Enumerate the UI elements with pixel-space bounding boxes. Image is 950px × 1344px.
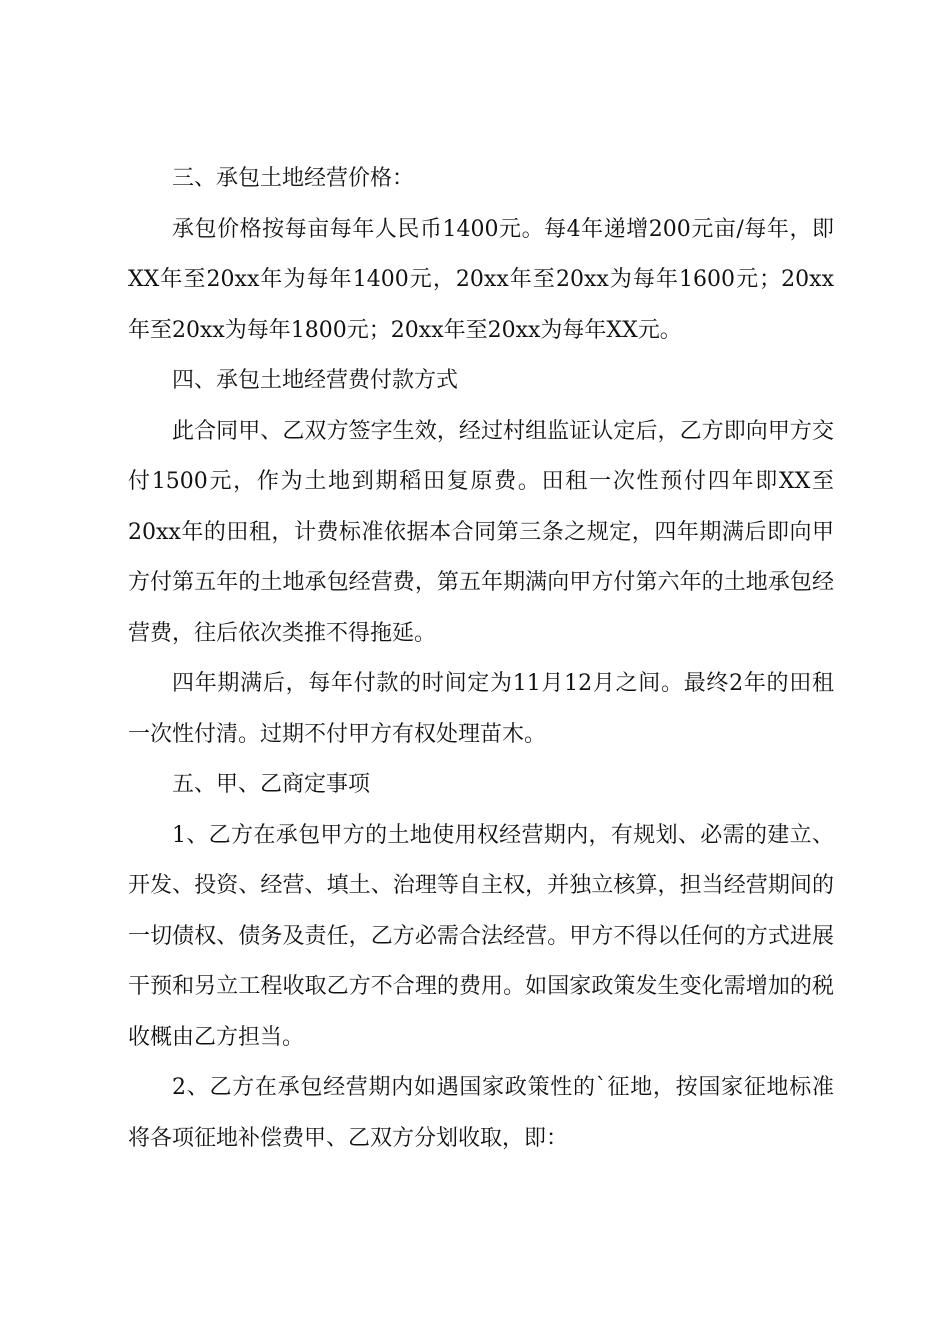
paragraph-item-1: 1、乙方在承包甲方的土地使用权经营期内，有规划、必需的建立、开发、投资、经营、填土、治理等自主权，并独立核算，担当经营期间的一切债权、债务及责任，乙方必需合法经营。甲方不得以任何的方式进展干预和另立工程收取乙方不合理的费用。如国家政策发生变化需增加的税收概由乙方担当。 [128,822,834,1050]
section-heading-agreed-matters: 五、甲、乙商定事项 [172,772,371,797]
paragraph-price-terms: 承包价格按每亩每年人民币1400元。每4年递增200元亩/每年，即XX年至20xx年为每年1400元，20xx年至20xx为每年1600元；20xx年至20xx为每年1800元；20xx年至20xx为每年XX元。 [128,216,834,343]
section-heading-payment: 四、承包土地经营费付款方式 [172,368,459,393]
section-heading-price: 三、承包土地经营价格： [172,166,415,191]
paragraph-payment-schedule: 四年期满后，每年付款的时间定为11月12月之间。最终2年的田租一次性付清。过期不付甲方有权处理苗木。 [128,671,834,747]
paragraph-item-2: 2、乙方在承包经营期内如遇国家政策性的`征地，按国家征地标准将各项征地补偿费甲、乙双方分划收取，即： [128,1075,834,1151]
paragraph-payment-terms: 此合同甲、乙双方签字生效，经过村组监证认定后，乙方即向甲方交付1500元，作为土地到期稻田复原费。田租一次性预付四年即XX至20xx年的田租，计费标准依据本合同第三条之规定，四年期满后即向甲方付第五年的土地承包经营费，第五年期满向甲方付第六年的土地承包经营费，往后依次类推不得拖延。 [128,418,834,646]
document-body [128,154,834,1164]
